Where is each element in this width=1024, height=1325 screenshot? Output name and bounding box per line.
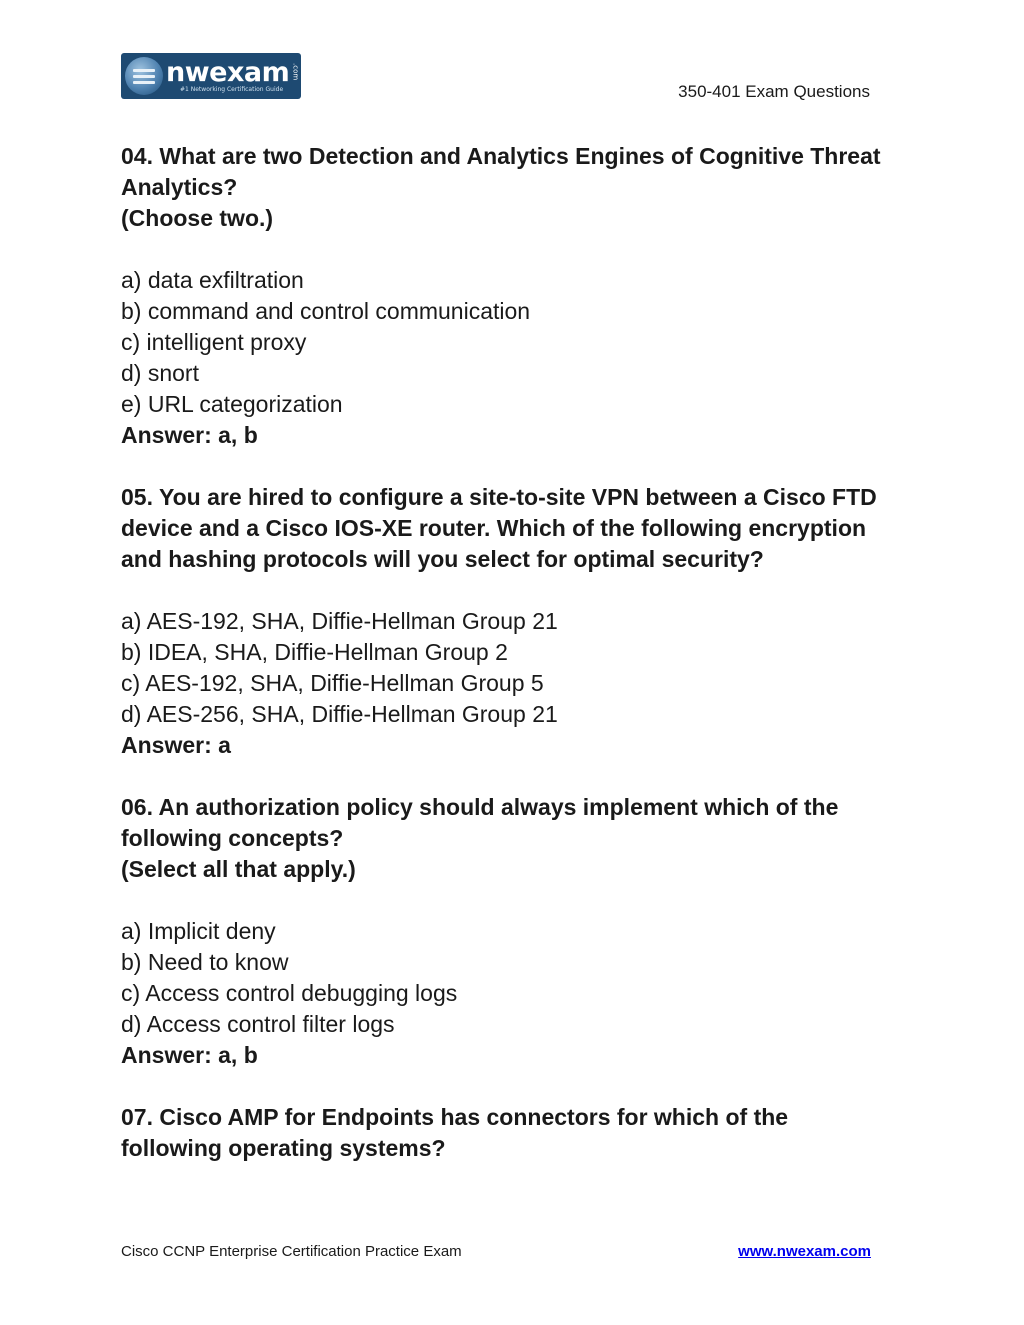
question-line: 07. Cisco AMP for Endpoints has connectors for which of the (121, 1104, 789, 1130)
question-line: 05. You are hired to configure a site-to-site VPN between a Cisco FTD (121, 484, 877, 510)
option: d) AES-256, SHA, Diffie-Hellman Group 21 (121, 701, 558, 727)
question-07 (121, 1102, 911, 1164)
question-line: following concepts? (121, 825, 344, 851)
question-line: Analytics? (121, 174, 238, 200)
question-line: 06. An authorization policy should always implement which of the (121, 794, 839, 820)
server-stack-icon (125, 57, 163, 95)
option: a) Implicit deny (121, 918, 276, 944)
logo-tagline: #1 Networking Certification Guide (180, 85, 284, 93)
option: c) intelligent proxy (121, 329, 307, 355)
answer: Answer: a (121, 732, 231, 758)
answer: Answer: a, b (121, 422, 258, 448)
logo-wordmark: nwexam (166, 56, 290, 88)
footer-website-link[interactable]: www.nwexam.com (738, 1243, 871, 1260)
option: a) AES-192, SHA, Diffie-Hellman Group 21 (121, 608, 558, 634)
exam-label: 350-401 Exam Questions (678, 82, 870, 101)
question-06 (121, 792, 911, 885)
option: a) data exfiltration (121, 267, 304, 293)
option: d) Access control filter logs (121, 1011, 395, 1037)
option: c) Access control debugging logs (121, 980, 458, 1006)
question-line: following operating systems? (121, 1135, 446, 1161)
question-line: device and a Cisco IOS-XE router. Which of the following encryption (121, 515, 867, 541)
answer: Answer: a, b (121, 1042, 258, 1068)
option: c) AES-192, SHA, Diffie-Hellman Group 5 (121, 670, 544, 696)
question-line: (Select all that apply.) (121, 856, 356, 882)
question-line: 04. What are two Detection and Analytics Engines of Cognitive Threat (121, 143, 881, 169)
option: b) IDEA, SHA, Diffie-Hellman Group 2 (121, 639, 508, 665)
footer-text: Cisco CCNP Enterprise Certification Practice Exam (121, 1243, 462, 1260)
question-line: and hashing protocols will you select for optimal security? (121, 546, 764, 572)
option: e) URL categorization (121, 391, 343, 417)
nwexam-logo (121, 53, 301, 99)
question-04 (121, 141, 911, 234)
option: b) command and control communication (121, 298, 531, 324)
questions-content (121, 141, 911, 1164)
logo-suffix: .com (291, 63, 300, 81)
question-05 (121, 482, 911, 575)
option: d) snort (121, 360, 199, 386)
option: b) Need to know (121, 949, 289, 975)
question-line: (Choose two.) (121, 205, 274, 231)
